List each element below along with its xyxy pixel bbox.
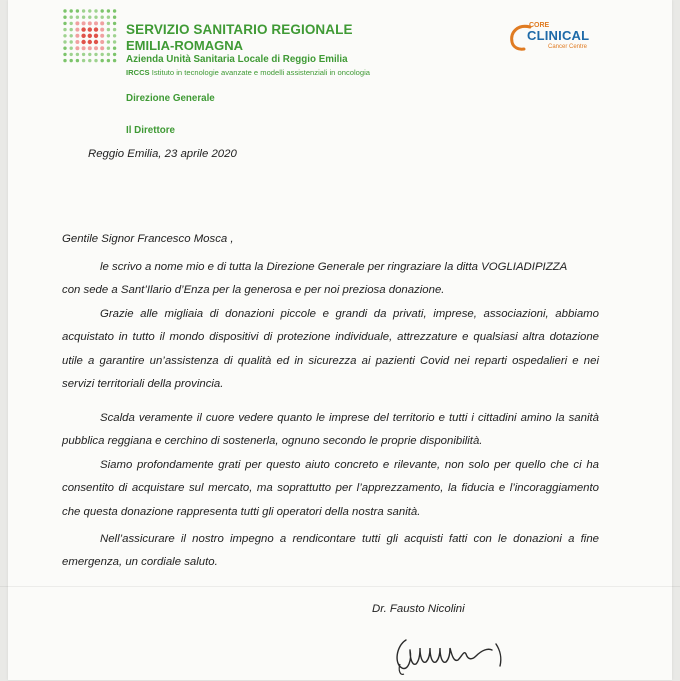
logo-dot xyxy=(76,9,79,12)
logo-dot xyxy=(70,47,73,50)
logo-dot xyxy=(88,34,92,38)
logo-dot xyxy=(70,16,73,19)
org-azienda: Azienda Unità Sanitaria Locale di Reggio Emilia xyxy=(126,54,348,65)
logo-dot xyxy=(82,53,85,56)
signer-name: Dr. Fausto Nicolini xyxy=(372,603,465,615)
paper-fold-line xyxy=(0,586,680,587)
logo-dot xyxy=(101,9,104,12)
logo-dot xyxy=(88,40,92,44)
logo-dot xyxy=(100,21,104,25)
office-label: Il Direttore xyxy=(126,125,175,136)
logo-dot xyxy=(81,27,85,31)
logo-dot xyxy=(101,16,104,19)
logo-dot xyxy=(100,46,104,50)
logo-dot xyxy=(88,46,92,50)
paragraph-1-line-2: con sede a Sant’Ilario d’Enza per la generosa e per noi preziosa donazione. xyxy=(62,284,445,297)
logo-dot xyxy=(94,27,98,31)
logo-dot xyxy=(94,34,98,38)
logo-dot xyxy=(76,59,79,62)
logo-dot xyxy=(88,27,92,31)
logo-dot xyxy=(100,28,104,32)
logo-dot xyxy=(63,34,66,37)
paragraph-1 xyxy=(62,256,599,303)
partner-subtitle: Cancer Centre xyxy=(548,44,588,50)
logo-dot xyxy=(76,53,79,56)
logo-dot xyxy=(82,46,86,50)
logo-dot xyxy=(100,40,104,44)
logo-dot xyxy=(75,40,79,44)
paragraph-2-text: Grazie alle migliaia di donazioni piccole e grandi da privati, imprese, associazioni, abbiamo acquistato in tutto il mondo dispositivi di protezione individuale, attrezzature e qualsiasi altra dotazione utile a garantire un’assistenza di qualità ed in sicurezza ai pazienti Covid nei reparti ospedalieri e nei servizi territoriali della provincia. xyxy=(62,308,599,391)
logo-dot xyxy=(107,28,110,31)
logo-dot xyxy=(113,34,116,37)
paragraph-2 xyxy=(62,303,599,397)
logo-dot xyxy=(70,34,73,37)
logo-dot xyxy=(63,47,66,50)
logo-dot xyxy=(107,40,110,43)
irccs-code: IRCCS xyxy=(126,68,150,77)
logo-dot xyxy=(70,40,73,43)
paragraph-5 xyxy=(62,528,599,575)
logo-dot xyxy=(94,21,98,25)
ssr-logo-icon xyxy=(62,8,118,64)
logo-dot xyxy=(113,22,116,25)
logo-dot xyxy=(63,16,66,19)
logo-dot xyxy=(113,16,116,19)
logo-dot xyxy=(70,9,73,12)
logo-dot xyxy=(76,16,79,19)
logo-dot xyxy=(70,53,73,56)
logo-dot xyxy=(75,46,79,50)
logo-dot xyxy=(94,16,97,19)
logo-dot xyxy=(94,53,97,56)
logo-dot xyxy=(113,53,116,56)
logo-dot xyxy=(113,9,116,12)
logo-dot xyxy=(107,47,110,50)
logo-dot xyxy=(70,22,73,25)
logo-dot xyxy=(75,34,79,38)
logo-dot xyxy=(63,28,66,31)
logo-dot xyxy=(101,59,104,62)
logo-dot xyxy=(88,9,91,12)
logo-dot xyxy=(81,40,85,44)
logo-dot xyxy=(113,59,116,62)
logo-dot xyxy=(82,9,85,12)
logo-dot xyxy=(113,28,116,31)
logo-dot xyxy=(88,53,91,56)
org-name: SERVIZIO SANITARIO REGIONALE xyxy=(126,22,353,37)
logo-dot xyxy=(63,59,66,62)
logo-dot xyxy=(75,21,79,25)
logo-dot xyxy=(113,47,116,50)
logo-dot xyxy=(63,22,66,25)
org-irccs xyxy=(126,68,370,77)
logo-dot xyxy=(88,59,91,62)
paragraph-4-text: Siamo profondamente grati per questo aiuto concreto e rilevante, non solo per quello che ci ha consentito di acquistare sul mercato, ma soprattutto per l’apprezzamento, la fiducia e l’incoraggiamento che questa donazione rappresenta tutti gli operatori della nostra sanità. xyxy=(62,459,599,518)
logo-dot xyxy=(63,53,66,56)
logo-dot xyxy=(82,21,86,25)
paragraph-3-text: Scalda veramente il cuore vedere quanto le imprese del territorio e tutti i cittadini amino la sanità pubblica reggiana e cerchino di sostenerla, ognuno secondo le proprie disponibilità. xyxy=(62,412,599,448)
logo-dot xyxy=(94,40,98,44)
logo-dot xyxy=(75,28,79,32)
core-clinical-logo xyxy=(506,22,590,54)
logo-dot xyxy=(94,59,97,62)
logo-dot xyxy=(70,28,73,31)
logo-dot xyxy=(63,40,66,43)
logo-dot xyxy=(107,59,110,62)
paragraph-4 xyxy=(62,454,599,524)
logo-dot xyxy=(63,9,66,12)
logo-dot xyxy=(107,9,110,12)
logo-dot xyxy=(100,34,104,38)
paragraph-3 xyxy=(62,407,599,454)
partner-small-text: CORE xyxy=(529,22,550,29)
logo-dot xyxy=(82,16,85,19)
logo-dot xyxy=(88,16,91,19)
logo-dot xyxy=(94,46,98,50)
logo-dot xyxy=(107,53,110,56)
department-label: Direzione Generale xyxy=(126,93,215,104)
place-date: Reggio Emilia, 23 aprile 2020 xyxy=(88,148,237,160)
salutation: Gentile Signor Francesco Mosca , xyxy=(62,233,234,245)
paragraph-1-line-1: le scrivo a nome mio e di tutta la Direzione Generale per ringraziare la ditta VOGLIADIPIZZA xyxy=(100,261,568,273)
logo-dot xyxy=(81,34,85,38)
logo-dot xyxy=(107,34,110,37)
paragraph-5-text: Nell’assicurare il nostro impegno a rendicontare tutti gli acquisti fatti con le donazioni a fine emergenza, un cordiale saluto. xyxy=(62,533,599,569)
handwritten-signature xyxy=(392,630,522,681)
logo-dot xyxy=(113,40,116,43)
org-region: EMILIA-ROMAGNA xyxy=(126,38,243,53)
logo-dot xyxy=(70,59,73,62)
irccs-text: Istituto in tecnologie avanzate e modelli assistenziali in oncologia xyxy=(151,68,371,77)
partner-name: CLINICAL xyxy=(527,28,590,43)
logo-dot xyxy=(82,59,85,62)
logo-dot xyxy=(101,53,104,56)
logo-dot xyxy=(88,21,92,25)
logo-dot xyxy=(94,9,97,12)
logo-dot xyxy=(107,22,110,25)
logo-dot xyxy=(107,16,110,19)
